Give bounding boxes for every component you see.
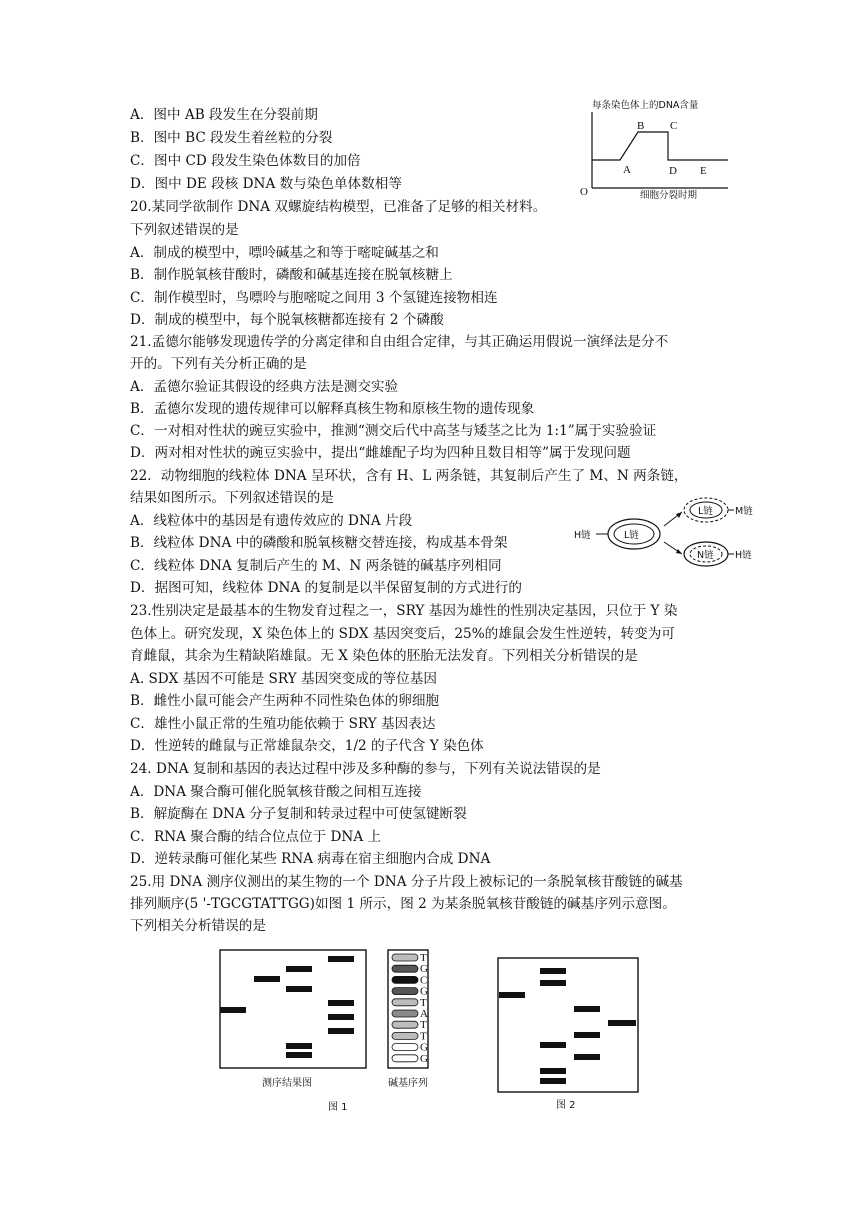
q25-stem-3: 下列相关分析错误的是: [130, 918, 266, 934]
m-chain-label: M链: [735, 506, 753, 517]
q25-stem-1: 25.用 DNA 测序仪测出的某生物的一个 DNA 分子片段上被标记的一条脱氧核苷酸链的碱基: [130, 874, 683, 890]
q20-option-c: C．制作模型时，鸟嘌呤与胞嘧啶之间用 3 个氢键连接物相连: [130, 290, 498, 306]
base-letter: T: [420, 1019, 427, 1032]
fig1-result-caption: 测序结果图: [262, 1078, 312, 1089]
bottom-h-chain-label: H链: [735, 550, 752, 561]
q21-option-d: D．两对相对性状的豌豆实验中，提出“雌雄配子均为四种且数目相等”属于发现问题: [130, 445, 631, 461]
graph-point-d: D: [669, 165, 677, 177]
q23-option-d: D．性逆转的雌鼠与正常雄鼠杂交，1/2 的子代含 Y 染色体: [130, 738, 484, 754]
base-letter: T: [420, 952, 427, 964]
top-l-chain-label: L链: [698, 506, 713, 517]
figure-2: [496, 956, 646, 1116]
seq-band: [540, 1078, 566, 1084]
q19-option-a: A．图中 AB 段发生在分裂前期: [130, 107, 318, 123]
fig2-caption: 图 2: [556, 1100, 576, 1111]
q21-option-b: B．孟德尔发现的遗传规律可以解释真核生物和原核生物的遗传现象: [130, 401, 535, 417]
graph-point-a: A: [623, 164, 631, 176]
q24-option-d: D．逆转录酶可催化某些 RNA 病毒在宿主细胞内合成 DNA: [130, 851, 491, 867]
base-pill: [392, 1010, 418, 1017]
base-letter: G: [420, 985, 428, 998]
l-chain-label: L链: [624, 530, 639, 541]
q23-stem-1: 23.性别决定是最基本的生物发育过程之一，SRY 基因为雄性的性别决定基因，只位于 Y 染: [130, 603, 678, 619]
base-pill: [392, 965, 418, 972]
seq-band: [286, 1043, 312, 1049]
q20-stem-2: 下列叙述错误的是: [130, 222, 239, 238]
q22-option-a: A．线粒体中的基因是有遗传效应的 DNA 片段: [130, 513, 413, 529]
q23-option-b: B．雌性小鼠可能会产生两种不同性染色体的卵细胞: [130, 693, 440, 709]
base-letter: G: [420, 1052, 428, 1065]
seq-band: [540, 1068, 566, 1074]
seq-band: [540, 1042, 566, 1048]
base-letter: C: [420, 974, 428, 987]
graph-origin: O: [580, 186, 588, 198]
q23-stem-2: 色体上。研究发现，X 染色体上的 SDX 基因突变后，25%的雄鼠会发生性逆转，转变为可: [130, 626, 675, 642]
base-pill: [392, 1044, 418, 1051]
seq-band: [574, 1054, 600, 1060]
seq-band: [608, 1020, 636, 1026]
q20-option-b: B．制作脱氧核苷酸时，磷酸和碱基连接在脱氧核糖上: [130, 267, 453, 283]
graph-point-e: E: [700, 165, 707, 177]
seq-band: [328, 1014, 354, 1020]
seq-band: [220, 1007, 246, 1013]
q22-option-c: C．线粒体 DNA 复制后产生的 M、N 两条链的碱基序列相同: [130, 558, 502, 574]
q24-stem: 24. DNA 复制和基因的表达过程中涉及多种酶的参与，下列有关说法错误的是: [130, 761, 601, 777]
base-letter: T: [420, 996, 427, 1009]
q25-stem-2: 排列顺序(5 '-TGCGTATTGG)如图 1 所示，图 2 为某条脱氧核苷酸链的碱基序列示意图。: [130, 896, 676, 912]
q20-option-a: A．制成的模型中，嘌呤碱基之和等于嘧啶碱基之和: [130, 245, 439, 261]
q22-stem-2: 结果如图所示。下列叙述错误的是: [130, 490, 334, 506]
base-pill: [392, 999, 418, 1006]
q20-stem-1: 20.某同学欲制作 DNA 双螺旋结构模型，已准备了足够的相关材料。: [130, 199, 547, 215]
base-pill: [392, 1021, 418, 1028]
q23-option-c: C．雄性小鼠正常的生殖功能依赖于 SRY 基因表达: [130, 716, 436, 732]
q23-option-a: A. SDX 基因不可能是 SRY 基因突变成的等位基因: [130, 671, 437, 687]
base-letter: T: [420, 1030, 427, 1043]
q19-option-b: B．图中 BC 段发生着丝粒的分裂: [130, 130, 333, 146]
base-pill: [392, 1032, 418, 1039]
dna-content-graph: [578, 96, 738, 200]
seq-band: [574, 1032, 600, 1038]
q19-option-c: C．图中 CD 段发生染色体数目的加倍: [130, 153, 361, 169]
q24-option-b: B．解旋酶在 DNA 分子复制和转录过程中可使氢键断裂: [130, 806, 467, 822]
seq-band: [328, 1028, 354, 1034]
seq-band: [286, 986, 312, 992]
q21-stem-1: 21.孟德尔能够发现遗传学的分离定律和自由组合定律，与其正确运用假说一演绎法是分不: [130, 334, 669, 350]
q24-option-a: A．DNA 聚合酶可催化脱氧核苷酸之间相互连接: [130, 784, 422, 800]
n-chain-label: N链: [697, 550, 714, 561]
graph-y-label: 每条染色体上的DNA含量: [592, 100, 699, 111]
seq-band: [328, 956, 354, 962]
q19-option-d: D．图中 DE 段核 DNA 数与染色单体数相等: [130, 176, 402, 192]
base-letter: G: [420, 963, 428, 976]
q23-stem-3: 育雌鼠，其余为生精缺陷雄鼠。无 X 染色体的胚胎无法发育。下列相关分析错误的是: [130, 648, 638, 664]
q22-stem-1: 22．动物细胞的线粒体 DNA 呈环状，含有 H、L 两条链，其复制后产生了 M、N 两条链，: [130, 468, 688, 484]
base-letter: A: [420, 1008, 428, 1020]
graph-x-label: 细胞分裂时期: [640, 190, 698, 201]
seq-band: [540, 968, 566, 974]
q21-option-c: C．一对相对性状的豌豆实验中，推测“测交后代中高茎与矮茎之比为 1:1”属于实验验证: [130, 423, 657, 439]
q22-option-b: B．线粒体 DNA 中的磷酸和脱氧核糖交替连接，构成基本骨架: [130, 535, 508, 551]
base-pill: [392, 1055, 418, 1062]
seq-band: [574, 1006, 600, 1012]
figure-1: [218, 948, 448, 1118]
seq-band: [254, 976, 280, 982]
q24-option-c: C．RNA 聚合酶的结合位点位于 DNA 上: [130, 829, 382, 845]
seq-band: [286, 1052, 312, 1058]
base-pill: [392, 976, 418, 983]
base-pill: [392, 988, 418, 995]
graph-point-b: B: [637, 120, 645, 132]
seq-band: [540, 980, 566, 986]
q21-option-a: A．孟德尔验证其假设的经典方法是测交实验: [130, 379, 399, 395]
h-chain-label: H链: [574, 530, 591, 541]
mtdna-replication-diagram: [572, 492, 753, 574]
base-letter: G: [420, 1041, 428, 1054]
graph-point-c: C: [670, 120, 678, 132]
q21-stem-2: 开的。下列有关分析正确的是: [130, 356, 307, 372]
q20-option-d: D．制成的模型中，每个脱氧核糖都连接有 2 个磷酸: [130, 312, 444, 328]
q22-option-d: D．据图可知，线粒体 DNA 的复制是以半保留复制的方式进行的: [130, 580, 522, 596]
seq-band: [499, 992, 525, 998]
seq-band: [286, 966, 312, 972]
seq-band: [328, 1000, 354, 1006]
fig1-sequence-caption: 碱基序列: [388, 1078, 428, 1089]
base-pill: [392, 954, 418, 961]
fig1-caption: 图 1: [328, 1102, 348, 1113]
